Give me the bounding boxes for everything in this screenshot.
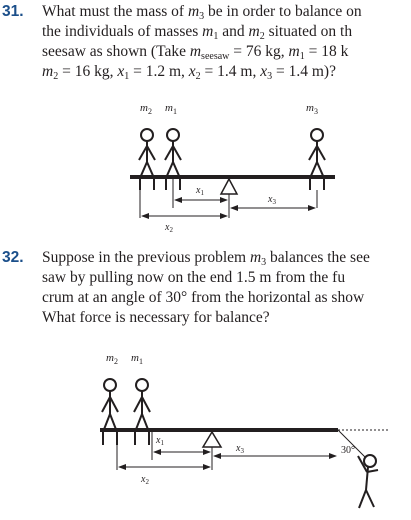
label-m1: $m_1$ <box>165 102 177 116</box>
person-m3-pulling <box>358 455 378 508</box>
person-m3 <box>309 129 325 190</box>
person-m2 <box>102 379 118 445</box>
problem-text-line: saw by pulling now on the end 1.5 m from the fu <box>42 269 346 286</box>
problem-text-line: the individuals of masses $m_1$ and $m_2$ situated on th <box>42 23 353 42</box>
problem-number: 32. <box>2 249 24 266</box>
person-m2 <box>139 129 155 190</box>
label-x2: $x_2$ <box>165 222 173 234</box>
label-m2: $m_2$ <box>106 352 118 366</box>
seesaw-board <box>130 175 335 179</box>
problem-text-line: crum at an angle of 30° from the horizontal as show <box>42 289 365 306</box>
person-m1 <box>134 379 150 445</box>
label-x1: $x_1$ <box>196 185 204 197</box>
problem-text-line: Suppose in the previous problem $m_3$ balances the see <box>42 249 370 268</box>
fulcrum <box>203 432 221 447</box>
label-x1: $x_1$ <box>156 435 164 447</box>
problem-text-line: $m_2 = 16$ kg, $x_1 = 1.2$ m, $x_2 = 1.4$ m, $x_3 = 1.4$ m)? <box>42 63 336 82</box>
problem-number: 31. <box>2 3 24 20</box>
label-m3: $m_3$ <box>306 102 318 116</box>
seesaw-board <box>100 428 338 432</box>
label-m1: $m_1$ <box>131 352 143 366</box>
problem-text-line: What must the mass of $m_3$ be in order to balance on <box>42 3 362 22</box>
label-x3: $x_3$ <box>236 443 244 455</box>
problem-text-line: seesaw as shown (Take $m_{seesaw} = 76$ kg, $m_1 = 18$ k <box>42 43 349 62</box>
angle-label: 30° <box>341 445 355 456</box>
label-x2: $x_2$ <box>141 474 149 486</box>
problem-text-line: What force is necessary for balance? <box>42 309 270 326</box>
label-m2: $m_2$ <box>140 102 152 116</box>
seesaw-figure-31 <box>0 90 411 240</box>
fulcrum <box>221 179 237 194</box>
seesaw-figure-32 <box>0 340 411 520</box>
label-x3: $x_3$ <box>268 194 276 206</box>
